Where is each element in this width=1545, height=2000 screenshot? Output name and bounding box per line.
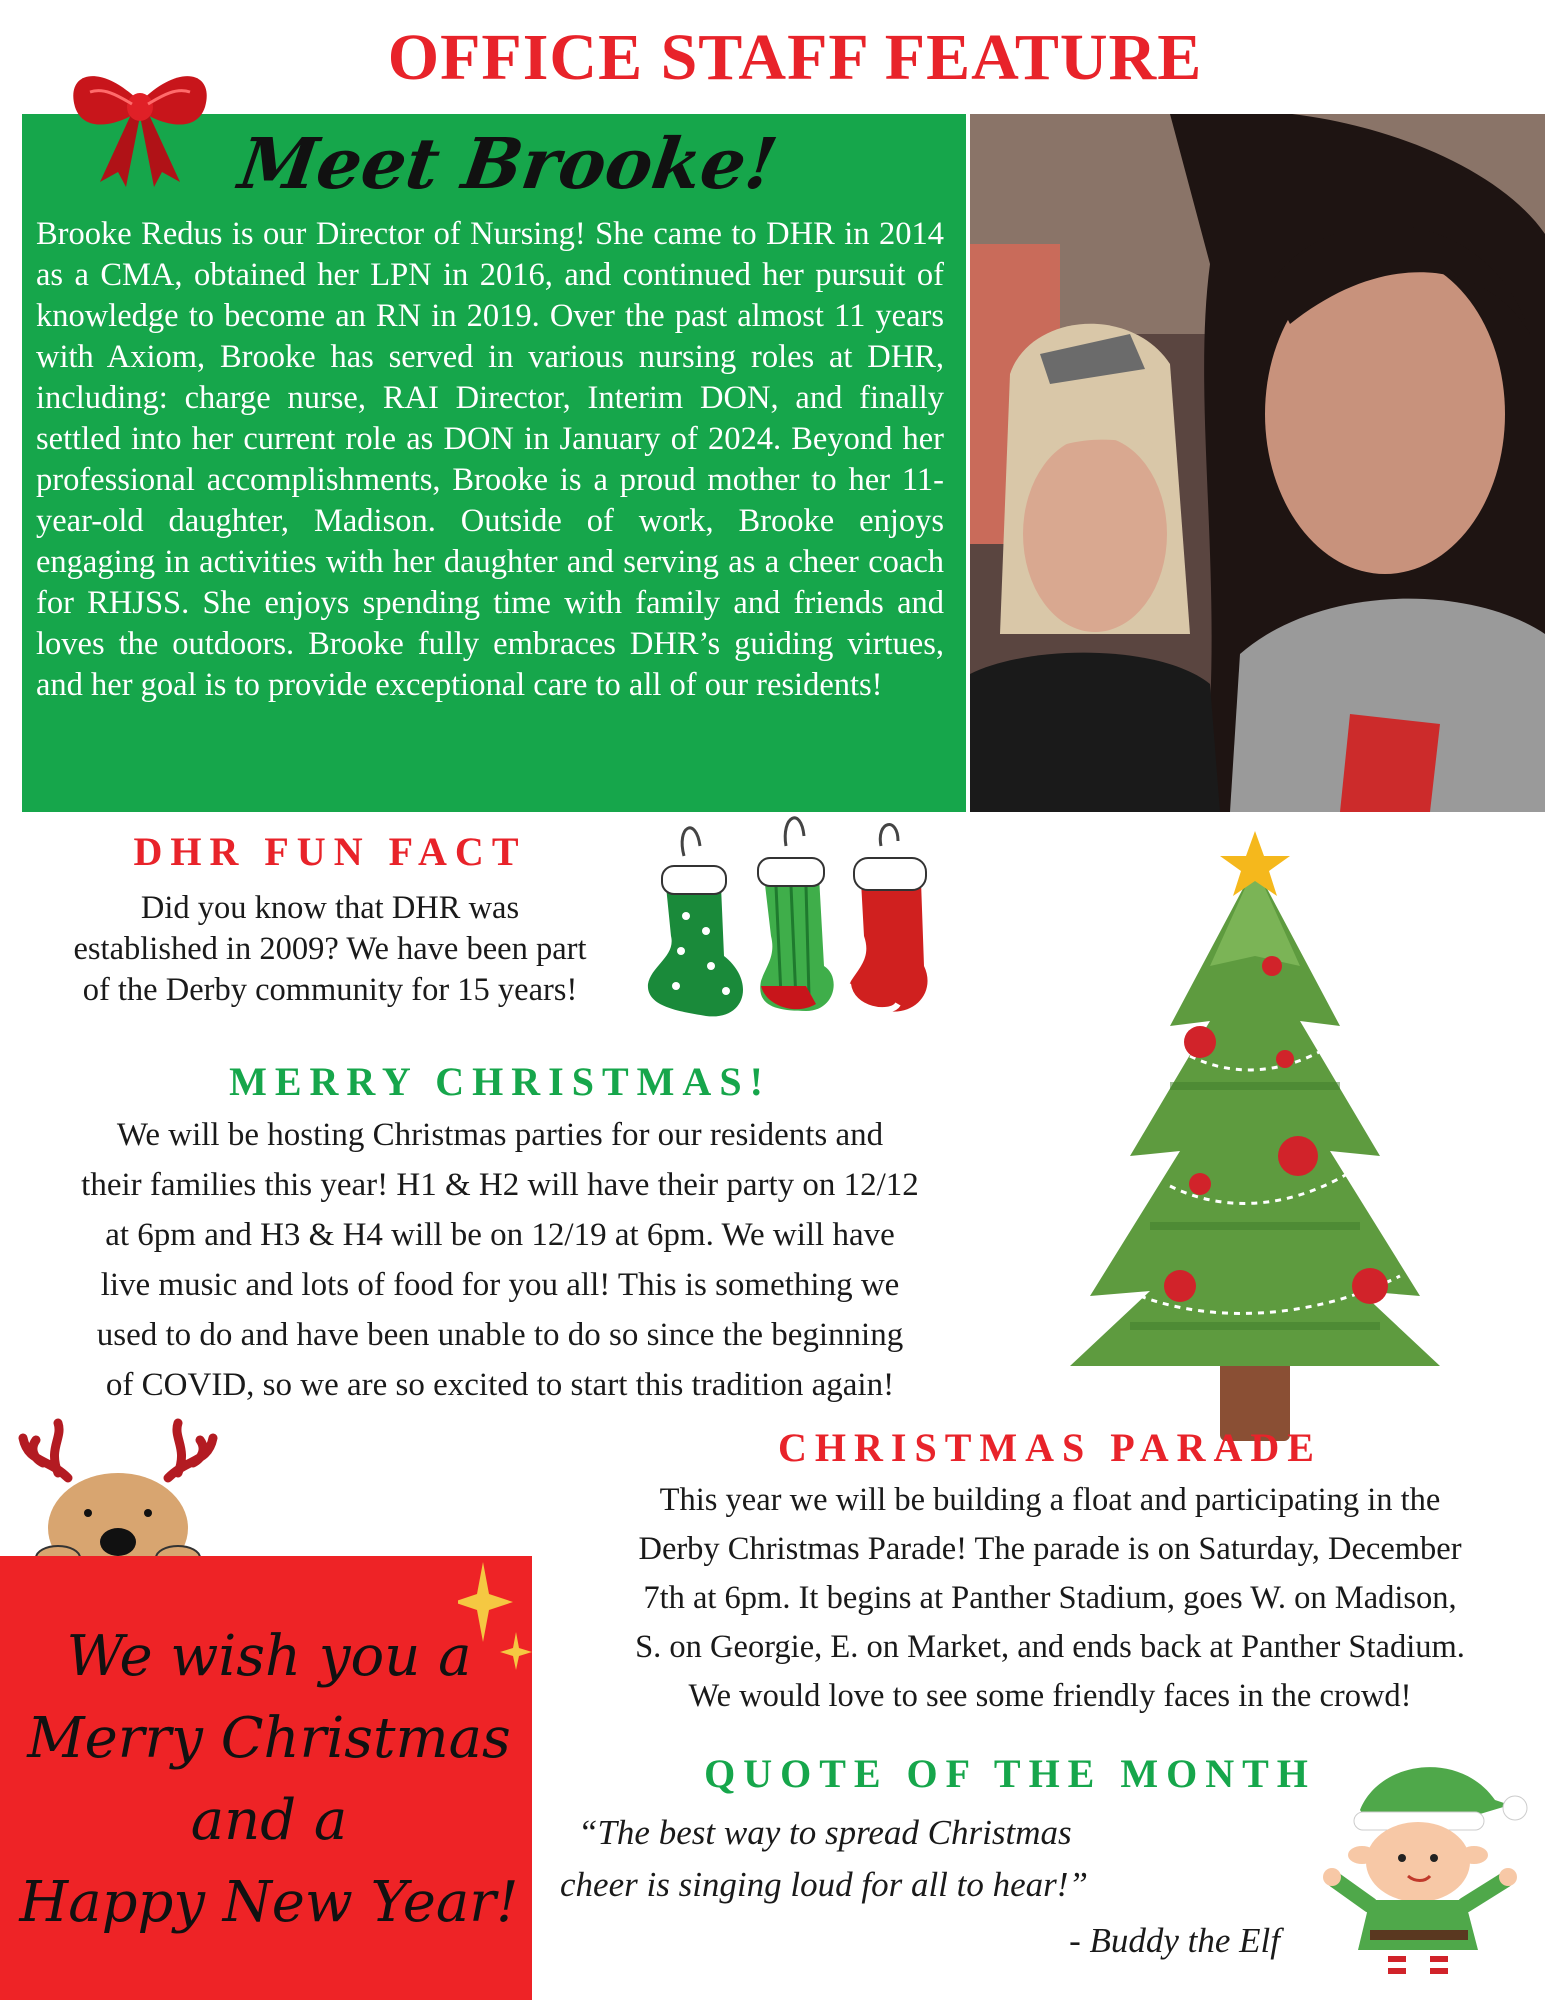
christmas-tree-icon xyxy=(1040,826,1470,1446)
page-title: OFFICE STAFF FEATURE xyxy=(387,21,1203,94)
christmas-heading: MERRY CHRISTMAS! xyxy=(229,1059,771,1104)
greeting-line: and a xyxy=(190,1788,348,1853)
quote-line: “The best way to spread Christmas xyxy=(578,1813,1072,1852)
parade-heading: CHRISTMAS PARADE xyxy=(778,1425,1322,1470)
parade-line: S. on Georgie, E. on Market, and ends back at Panther Stadium. xyxy=(635,1629,1465,1665)
quote-attribution: - Buddy the Elf xyxy=(1069,1921,1280,1960)
greeting-line: Merry Christmas xyxy=(27,1706,511,1771)
greeting-line: We wish you a xyxy=(66,1624,472,1689)
fun-fact-text xyxy=(20,888,640,1011)
christmas-line: of COVID, so we are so excited to start this tradition again! xyxy=(105,1367,895,1403)
greeting-text xyxy=(14,1616,524,1944)
christmas-line: at 6pm and H3 & H4 will be on 12/19 at 6pm. We will have xyxy=(105,1217,895,1253)
parade-line: We would love to see some friendly faces in the crowd! xyxy=(688,1678,1412,1714)
parade-line: 7th at 6pm. It begins at Panther Stadium, goes W. on Madison, xyxy=(643,1580,1457,1616)
feature-bio: Brooke Redus is our Director of Nursing! She came to DHR in 2014 as a CMA, obtained her LPN in 2016, and continued her pursuit of knowledge to become an RN in 2019. Over the past almost 11 years with Axiom, Brooke has served in various nursing roles at DHR, including: charge nurse, RAI Director, Interim DON, and finally settled into her current role as DON in January of 2024. Beyond her professional accomplishments, Brooke is a proud mother to her 11-year-old daughter, Madison. Outside of work, Brooke enjoys engaging in activities with her daughter and serving as a cheer coach for RHJSS. She enjoys spending time with family and friends and loves the outdoors. Brooke fully embraces DHR’s guiding virtues, and her goal is to provide exceptional care to all of our residents! xyxy=(36,216,944,703)
greeting-line: Happy New Year! xyxy=(19,1870,519,1935)
quote-line: cheer is singing loud for all to hear!” xyxy=(560,1865,1088,1904)
christmas-text xyxy=(20,1110,980,1410)
fun-fact-line: of the Derby community for 15 years! xyxy=(82,972,578,1008)
fun-fact-line: Did you know that DHR was xyxy=(140,890,520,926)
fun-fact-line: established in 2009? We have been part xyxy=(73,931,587,967)
christmas-line: their families this year! H1 & H2 will have their party on 12/12 xyxy=(81,1167,919,1203)
fun-fact-heading: DHR FUN FACT xyxy=(133,829,527,874)
elf-icon xyxy=(1310,1740,1530,1990)
staff-photo xyxy=(970,114,1545,812)
christmas-line: We will be hosting Christmas parties for our residents and xyxy=(116,1117,884,1153)
christmas-line: used to do and have been unable to do so since the beginning xyxy=(96,1317,904,1353)
feature-heading: Meet Brooke! xyxy=(234,122,783,205)
parade-line: This year we will be building a float and participating in the xyxy=(659,1482,1441,1518)
parade-line: Derby Christmas Parade! The parade is on Saturday, December xyxy=(638,1531,1462,1567)
parade-text xyxy=(555,1476,1545,1721)
stockings-icon xyxy=(636,806,946,1036)
bow-icon xyxy=(60,62,220,192)
reindeer-icon xyxy=(18,1418,218,1568)
christmas-line: live music and lots of food for you all! This is something we xyxy=(100,1267,900,1303)
quote-heading: QUOTE OF THE MONTH xyxy=(704,1751,1316,1796)
